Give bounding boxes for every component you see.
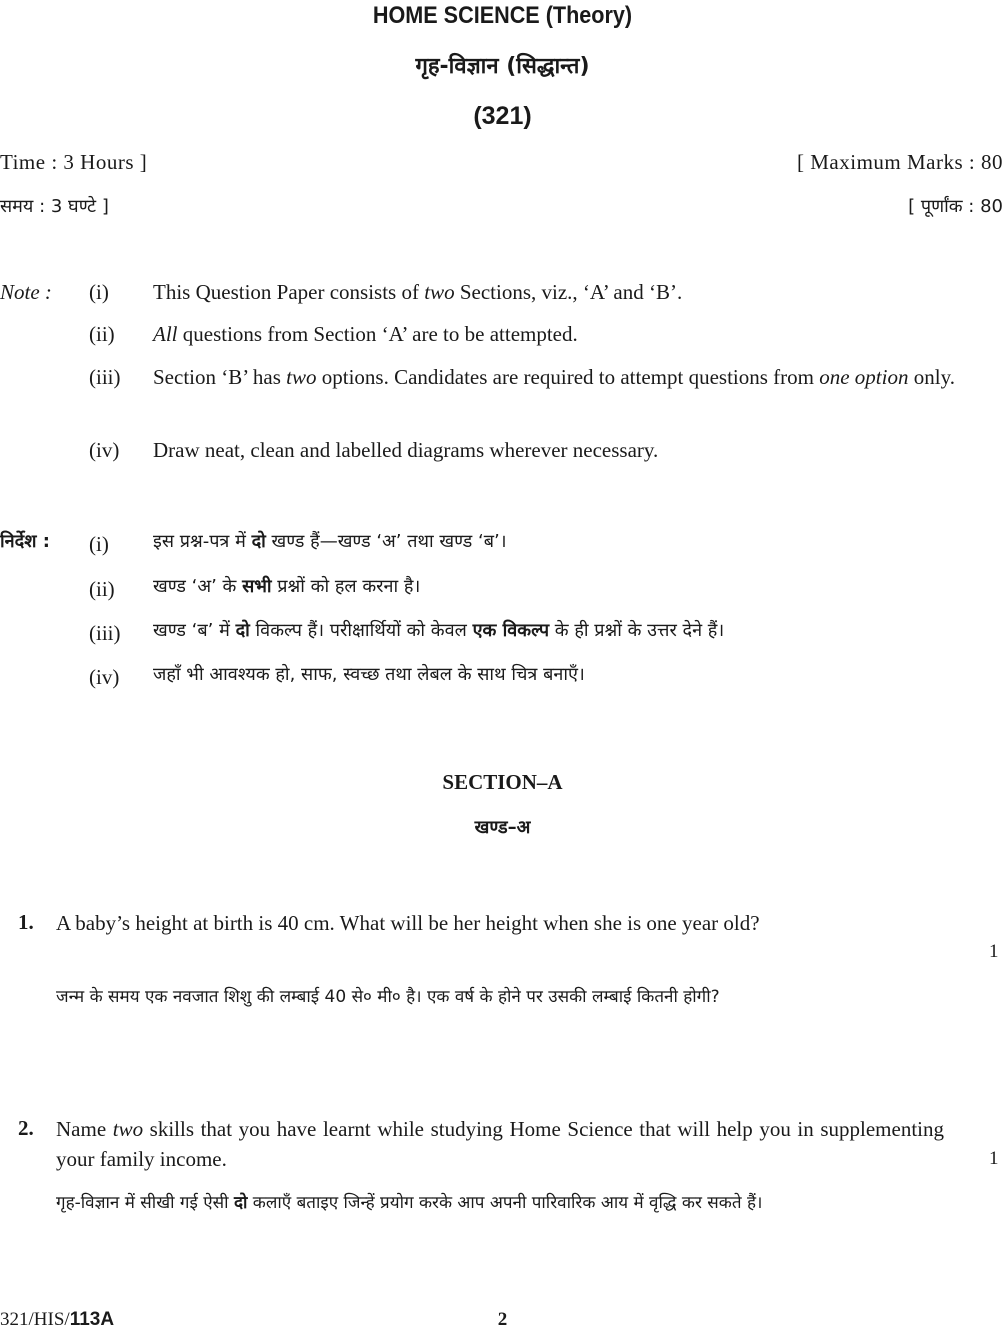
time-label: Time : 3 Hours ] — [0, 150, 148, 174]
question-1-marks: 1 — [989, 941, 999, 962]
note-hindi-item-1: इस प्रश्न-पत्र में दो खण्ड हैं—खण्ड ‘अ’ तथा खण्ड ‘ब’। — [153, 531, 507, 552]
paper-code: (321) — [473, 102, 532, 130]
paper-title: HOME SCIENCE (Theory) — [372, 2, 633, 29]
footer-paper-code: 321/HIS/113A — [0, 1309, 115, 1330]
note-item-3: Section ‘B’ has two options. Candidates are required to attempt questions from one option only. — [153, 365, 955, 389]
max-marks-label: [ Maximum Marks : 80 — [797, 150, 1003, 174]
note-hindi-num-4: (iv) — [89, 665, 120, 689]
note-label-hindi: निर्देश : — [0, 531, 50, 552]
time-label-hindi: समय : 3 घण्टे ] — [0, 196, 109, 217]
note-hindi-num-2: (ii) — [89, 577, 115, 601]
note-hindi-item-4: जहाँ भी आवश्यक हो, साफ, स्वच्छ तथा लेबल के साथ चित्र बनाएँ। — [153, 664, 585, 685]
max-marks-label-hindi: [ पूर्णांक : 80 — [908, 196, 1003, 217]
note-item-1: This Question Paper consists of two Sections, viz., ‘A’ and ‘B’. — [153, 280, 683, 304]
question-2-text: Name two skills that you have learnt while studying Home Science that will help you in supplementing your family income. — [56, 1117, 944, 1171]
section-heading: SECTION–A — [442, 770, 563, 794]
note-num-1: (i) — [89, 280, 109, 304]
note-num-2: (ii) — [89, 322, 115, 346]
question-2-marks: 1 — [989, 1148, 999, 1169]
paper-title-hindi: गृह-विज्ञान (सिद्धान्त) — [415, 54, 590, 79]
note-num-4: (iv) — [89, 438, 120, 462]
note-item-4: Draw neat, clean and labelled diagrams wherever necessary. — [153, 438, 659, 462]
question-1-text: A baby’s height at birth is 40 cm. What will be her height when she is one year old? — [56, 911, 760, 935]
page-number: 2 — [497, 1309, 508, 1330]
question-1-text-hindi: जन्म के समय एक नवजात शिशु की लम्बाई 40 से० मी० है। एक वर्ष के होने पर उसकी लम्बाई कितनी होगी? — [56, 987, 720, 1007]
note-hindi-item-2: खण्ड ‘अ’ के सभी प्रश्नों को हल करना है। — [153, 576, 421, 597]
note-item-2: All questions from Section ‘A’ are to be attempted. — [153, 322, 578, 346]
note-num-3: (iii) — [89, 365, 121, 389]
question-number-2: 2. — [18, 1116, 34, 1140]
question-2-text-hindi: गृह-विज्ञान में सीखी गई ऐसी दो कलाएँ बताइए जिन्हें प्रयोग करके आप अपनी पारिवारिक आय में वृद्धि कर सकते हैं। — [56, 1193, 763, 1213]
note-hindi-item-3: खण्ड ‘ब’ में दो विकल्प हैं। परीक्षार्थियों को केवल एक विकल्प के ही प्रश्नों के उत्तर देने हैं। — [153, 620, 725, 641]
note-hindi-num-1: (i) — [89, 532, 109, 556]
note-label: Note : — [0, 280, 52, 304]
question-number-1: 1. — [18, 910, 34, 934]
note-hindi-num-3: (iii) — [89, 621, 121, 645]
section-heading-hindi: खण्ड–अ — [474, 817, 531, 838]
